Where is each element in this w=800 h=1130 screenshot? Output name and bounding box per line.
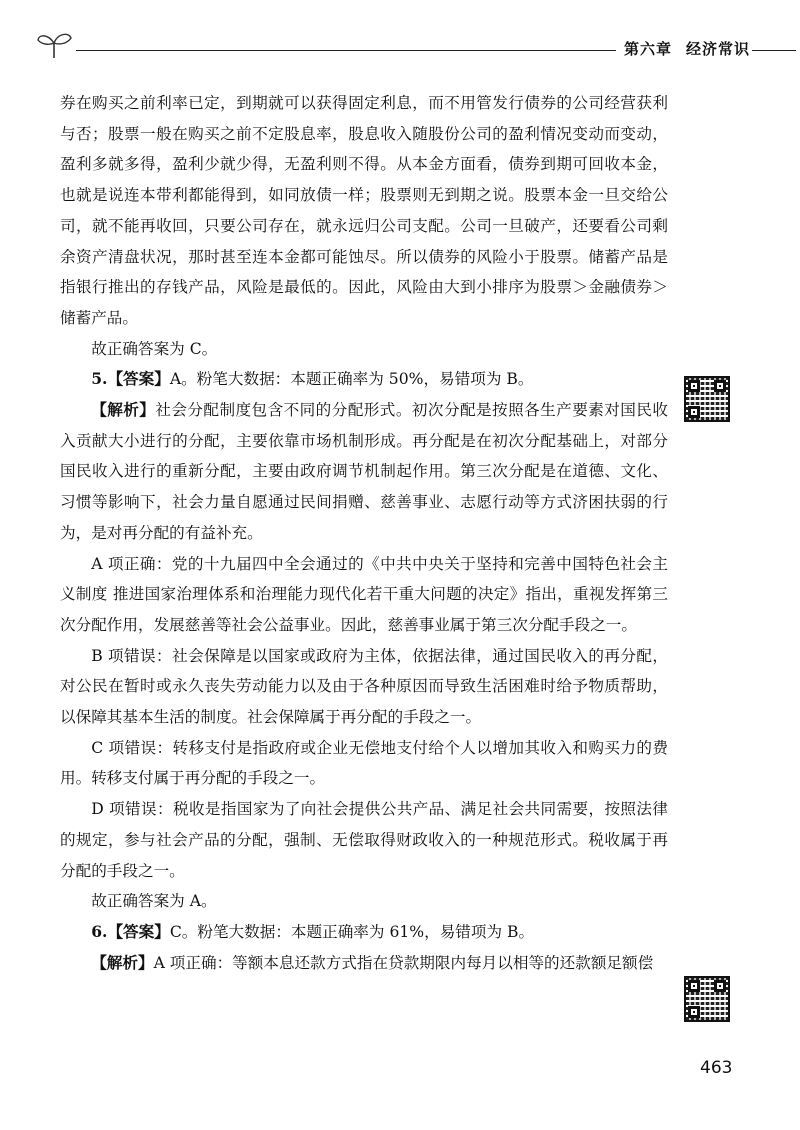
- qr-finder: [714, 980, 726, 992]
- qr-finder: [688, 406, 700, 418]
- paragraph-text: 故正确答案为 C。: [91, 339, 218, 358]
- paragraph-text: 券在购买之前利率已定，到期就可以获得固定利息，而不用管发行债券的公司经营获利与否；股票一般在购买之前不定股息率，股息收入随股份公司的盈利情况变动而变动，盈利多就多得，盈利少就少得，无盈利则不得。从本金方面看，债券到期可回收本金，也就是说连本带利都能得到，如同放债一样；股票则无到期之说。股票本金一旦交给公司，就不能再收回，只要公司存在，就永远归公司支配。公司一旦破产，还要看公司剩余资产清盘状况，那时甚至连本金都可能蚀尽。所以债券的风险小于股票。储蓄产品是指银行推出的存钱产品，风险是最低的。因此，风险由大到小排序为股票＞金融债券＞储蓄产品。: [60, 94, 668, 327]
- answer-text-body: [60, 88, 668, 978]
- qr-code: [684, 376, 730, 422]
- paragraph: [60, 88, 668, 334]
- qr-finder: [688, 980, 700, 992]
- paragraph: [60, 794, 668, 886]
- paragraph: [60, 733, 668, 794]
- analysis-label: 【解析】: [91, 400, 156, 420]
- paragraph: [60, 886, 668, 917]
- paragraph: [60, 549, 668, 641]
- header-rule-right: [752, 50, 796, 51]
- paragraph-text: 社会分配制度包含不同的分配形式。初次分配是按照各生产要素对国民收入贡献大小进行的分配，主要依靠市场机制形成。再分配是在初次分配基础上，对部分国民收入进行的重新分配，主要由政府调节机制起作用。第三次分配是在道德、文化、习惯等影响下，社会力量自愿通过民间捐赠、慈善事业、志愿行动等方式济困扶弱的行为，是对再分配的有益补充。: [60, 401, 668, 542]
- header-rule-left: [76, 50, 616, 51]
- paragraph: [60, 334, 668, 365]
- paragraph: [60, 641, 668, 733]
- chapter-title: [624, 38, 750, 59]
- answer-line: [60, 364, 668, 395]
- qr-finder: [688, 380, 700, 392]
- chapter-number: 第六章: [624, 40, 673, 58]
- paragraph-text: A。粉笔大数据：本题正确率为 50%，易错项为 B。: [169, 370, 534, 389]
- paragraph-text: A 项正确：等额本息还款方式指在贷款期限内每月以相等的还款额足额偿: [153, 953, 654, 972]
- qr-finder: [714, 380, 726, 392]
- qr-code: [684, 976, 730, 1022]
- page-number: 463: [700, 1058, 733, 1078]
- answer-line: [60, 917, 668, 948]
- qr-finder: [688, 1006, 700, 1018]
- paragraph-text: B 项错误：社会保障是以国家或政府为主体，依据法律，通过国民收入的再分配，对公民在暂时或永久丧失劳动能力以及由于各种原因而导致生活困难时给予物质帮助，以保障其基本生活的制度。社会保障属于再分配的手段之一。: [60, 646, 668, 727]
- paragraph-text: D 项错误：税收是指国家为了向社会提供公共产品、满足社会共同需要，按照法律的规定，参与社会产品的分配，强制、无偿取得财政收入的一种规范形式。税收属于再分配的手段之一。: [60, 800, 668, 880]
- page-header: [36, 30, 796, 70]
- analysis-label: 【解析】: [91, 952, 154, 972]
- paragraph-text: 故正确答案为 A。: [91, 892, 217, 911]
- paragraph-text: A 项正确：党的十九届四中全会通过的《中共中央关于坚持和完善中国特色社会主义制度 推进国家治理体系和治理能力现代化若干重大问题的决定》指出，重视发挥第三次分配作用，发展慈善等社会公益事业。因此，慈善事业属于第三次分配手段之一。: [60, 554, 668, 634]
- answer-label: 6.【答案】: [91, 921, 170, 941]
- answer-label: 5.【答案】: [91, 369, 170, 389]
- sprout-icon: [36, 30, 74, 60]
- paragraph-text: C。粉笔大数据：本题正确率为 61%，易错项为 B。: [169, 922, 535, 941]
- section-name: 经济常识: [686, 40, 751, 58]
- analysis-paragraph: [60, 948, 668, 979]
- paragraph-text: C 项错误：转移支付是指政府或企业无偿地支付给个人以增加其收入和购买力的费用。转移支付属于再分配的手段之一。: [60, 738, 668, 788]
- analysis-paragraph: [60, 395, 668, 549]
